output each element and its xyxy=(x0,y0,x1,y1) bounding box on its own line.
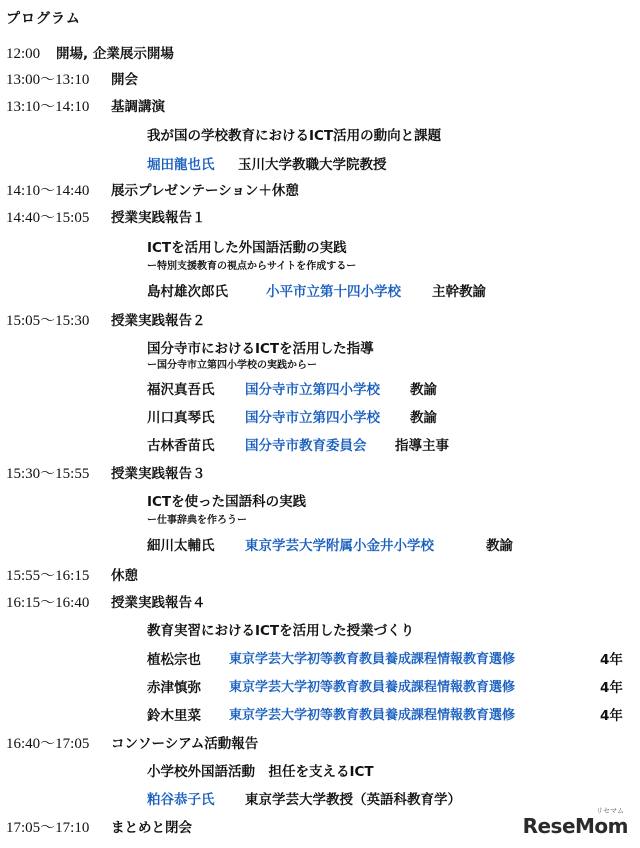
session-label: コンソーシアム活動報告 xyxy=(111,736,259,752)
time-label: 15:05〜15:30 xyxy=(6,313,90,329)
logo-caption: リセマム xyxy=(596,807,624,815)
time-label: 15:55〜16:15 xyxy=(6,568,90,584)
speaker-role: 教諭 xyxy=(486,538,513,554)
speaker-name: 赤津慎弥 xyxy=(147,680,201,696)
speaker-role: 教諭 xyxy=(410,382,437,398)
speaker-name: 植松宗也 xyxy=(147,652,201,668)
talk-subtitle: ー仕事辞典を作ろうー xyxy=(147,515,247,526)
speaker-role: 4年 xyxy=(600,708,623,724)
session-label: 休憩 xyxy=(111,568,138,584)
time-label: 12:00 xyxy=(6,46,41,62)
time-label: 17:05〜17:10 xyxy=(6,820,90,836)
session-label: 展示プレゼンテーション＋休憩 xyxy=(111,183,299,199)
time-label: 16:15〜16:40 xyxy=(6,595,90,611)
speaker-affiliation: 東京学芸大学初等教育教員養成課程情報教育選修 xyxy=(229,708,516,723)
time-label: 14:40〜15:05 xyxy=(6,210,90,226)
talk-title: 国分寺市におけるICTを活用した指導 xyxy=(147,341,374,357)
session-label: 開場, 企業展示開場 xyxy=(56,46,174,62)
session-label: 開会 xyxy=(111,72,138,88)
speaker-affiliation: 国分寺市立第四小学校 xyxy=(245,382,380,398)
speaker-affiliation: 東京学芸大学附属小金井小学校 xyxy=(245,538,434,554)
speaker-affiliation: 東京学芸大学初等教育教員養成課程情報教育選修 xyxy=(229,652,516,667)
time-label: 13:10〜14:10 xyxy=(6,99,90,115)
session-label: 授業実践報告２ xyxy=(111,313,206,329)
speaker-name: 福沢真吾氏 xyxy=(147,382,215,398)
speaker-affiliation: 小平市立第十四小学校 xyxy=(266,284,401,300)
speaker-name: 細川太輔氏 xyxy=(147,538,215,554)
speaker-role: 4年 xyxy=(600,652,623,668)
talk-title: ICTを活用した外国語活動の実践 xyxy=(147,240,347,256)
speaker-name: 古林香苗氏 xyxy=(147,438,215,454)
speaker-affiliation: 玉川大学教職大学院教授 xyxy=(238,157,387,173)
time-label: 15:30〜15:55 xyxy=(6,466,90,482)
speaker-affiliation: 国分寺市立第四小学校 xyxy=(245,410,380,426)
session-label: まとめと閉会 xyxy=(111,820,192,836)
session-label: 授業実践報告３ xyxy=(111,466,206,482)
speaker-role: 主幹教諭 xyxy=(432,284,486,300)
talk-title: ICTを使った国語科の実践 xyxy=(147,494,307,510)
talk-title: 教育実習におけるICTを活用した授業づくり xyxy=(147,623,415,639)
talk-subtitle: ー特別支援教育の視点からサイトを作成するー xyxy=(147,261,357,272)
session-label: 基調講演 xyxy=(111,99,165,115)
speaker-affiliation: 国分寺市教育委員会 xyxy=(245,438,367,454)
speaker-name: 粕谷恭子氏 xyxy=(147,792,215,808)
time-label: 13:00〜13:10 xyxy=(6,72,90,88)
session-label: 授業実践報告４ xyxy=(111,595,206,611)
session-label: 授業実践報告１ xyxy=(111,210,206,226)
talk-title: 我が国の学校教育におけるICT活用の動向と課題 xyxy=(147,128,442,144)
talk-subtitle: ー国分寺市立第四小学校の実践からー xyxy=(147,360,317,371)
speaker-affiliation: 東京学芸大学初等教育教員養成課程情報教育選修 xyxy=(229,680,516,695)
speaker-affiliation: 東京学芸大学教授（英語科教育学） xyxy=(245,792,461,808)
page-title: プログラム xyxy=(6,11,81,27)
resemom-logo: ReseMom xyxy=(522,814,628,838)
time-label: 14:10〜14:40 xyxy=(6,183,90,199)
speaker-name: 堀田龍也氏 xyxy=(147,157,215,173)
speaker-role: 教諭 xyxy=(410,410,437,426)
time-label: 16:40〜17:05 xyxy=(6,736,90,752)
speaker-role: 指導主事 xyxy=(395,438,449,454)
speaker-name: 島村雄次郎氏 xyxy=(147,284,228,300)
speaker-name: 川口真琴氏 xyxy=(147,410,215,426)
speaker-name: 鈴木里菜 xyxy=(147,708,201,724)
speaker-role: 4年 xyxy=(600,680,623,696)
talk-title: 小学校外国語活動 担任を支えるICT xyxy=(147,764,374,780)
